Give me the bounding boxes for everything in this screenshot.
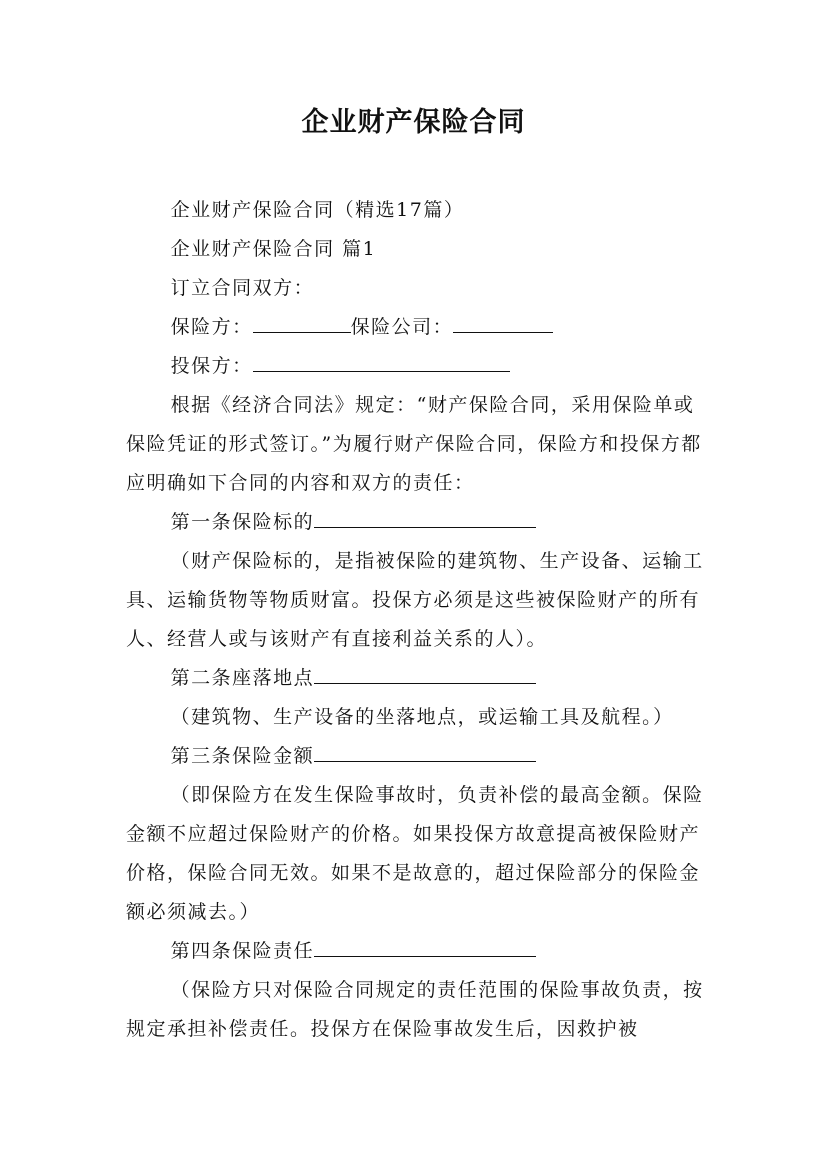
clause-3-blank: [314, 740, 536, 762]
section-heading: 企业财产保险合同 篇1: [170, 238, 377, 260]
insurer-label: 保险方：: [170, 316, 253, 338]
policyholder-line: [126, 347, 711, 386]
clause-1-blank: [314, 506, 536, 528]
clause-1-line: [126, 503, 711, 542]
clause-1-label: 第一条保险标的: [170, 511, 315, 533]
document-subtitle: 企业财产保险合同（精选17篇）: [170, 199, 465, 221]
clause-3-line: [126, 737, 711, 776]
clause-2-line: [126, 659, 711, 698]
parties-heading: 订立合同双方：: [170, 277, 315, 299]
clause-2-blank: [314, 662, 536, 684]
company-blank: [453, 311, 553, 333]
clause-4-label: 第四条保险责任: [170, 940, 315, 962]
clause-1-note: （财产保险标的，是指被保险的建筑物、生产设备、运输工具、运输货物等物质财富。投保方必须是这些被保险财产的所有人、经营人或与该财产有直接利益关系的人）。: [126, 550, 704, 650]
company-label: 保险公司：: [350, 316, 454, 338]
document-body: [126, 191, 711, 1049]
policyholder-blank: [253, 350, 510, 372]
insurer-line: [126, 308, 711, 347]
clause-2-note: （建筑物、生产设备的坐落地点，或运输工具及航程。）: [170, 706, 674, 728]
insurer-blank: [253, 311, 351, 333]
clause-3-note: （即保险方在发生保险事故时，负责补偿的最高金额。保险金额不应超过保险财产的价格。如果投保方故意提高被保险财产价格，保险合同无效。如果不是故意的，超过保险部分的保险金额必须减去。）: [126, 784, 704, 923]
clause-2-label: 第二条座落地点: [170, 667, 315, 689]
policyholder-label: 投保方：: [170, 355, 253, 377]
clause-4-line: [126, 932, 711, 971]
document-title: 企业财产保险合同: [301, 107, 526, 138]
clause-3-label: 第三条保险金额: [170, 745, 315, 767]
intro-paragraph: 根据《经济合同法》规定：“财产保险合同，采用保险单或保险凭证的形式签订。”为履行财产保险合同，保险方和投保方都应明确如下合同的内容和双方的责任：: [126, 394, 702, 494]
clause-4-note: （保险方只对保险合同规定的责任范围的保险事故负责，按规定承担补偿责任。投保方在保险事故发生后，因救护被: [126, 979, 704, 1040]
clause-4-blank: [314, 935, 536, 957]
